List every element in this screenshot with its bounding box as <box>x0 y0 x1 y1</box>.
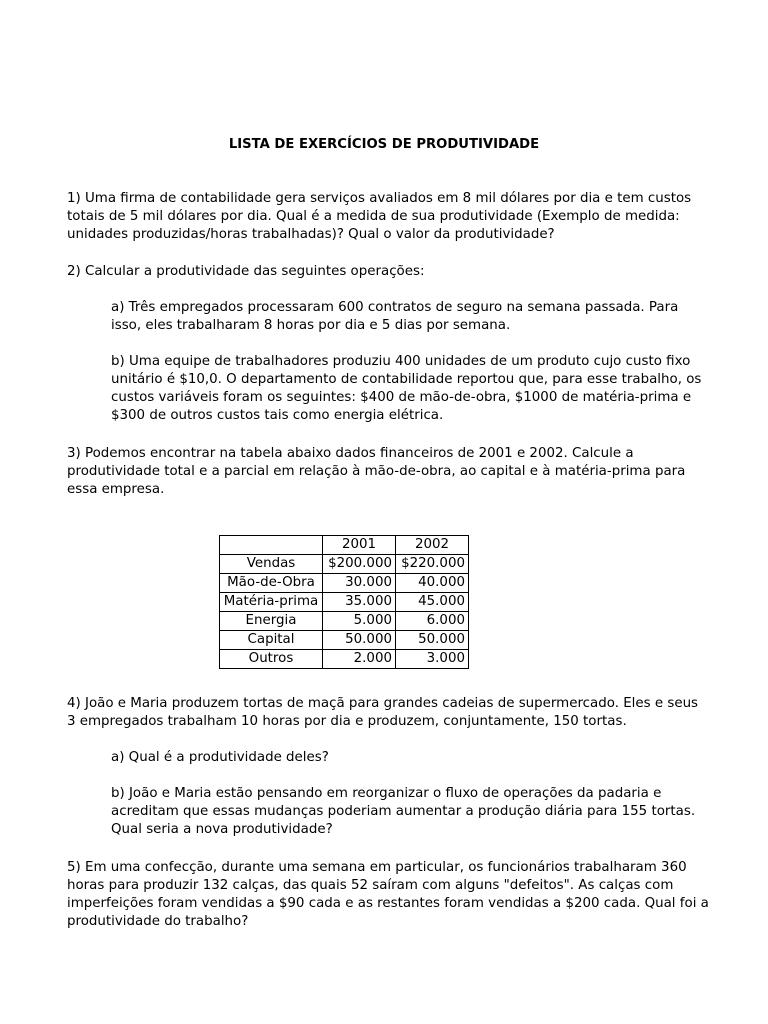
row-label: Outros <box>220 650 323 669</box>
row-label: Vendas <box>220 555 323 574</box>
question-3 <box>67 445 717 499</box>
value-2002: 40.000 <box>396 574 469 593</box>
text-line: essa empresa. <box>67 482 165 497</box>
text-line: unidades produzidas/horas trabalhadas)? Qual o valor da produtividade? <box>67 227 555 242</box>
page-title: LISTA DE EXERCÍCIOS DE PRODUTIVIDADE <box>228 137 540 152</box>
text-line: 5) Em uma confecção, durante uma semana em particular, os funcionários trabalharam 360 <box>67 860 687 875</box>
text-line: 1) Uma firma de contabilidade gera serviços avaliados em 8 mil dólares por dia e tem custos <box>67 191 692 206</box>
text-line: a) Três empregados processaram 600 contratos de seguro na semana passada. Para <box>111 300 679 315</box>
table-row <box>220 593 469 612</box>
value-2002: 45.000 <box>396 593 469 612</box>
table-row <box>220 574 469 593</box>
text-line: isso, eles trabalharam 8 horas por dia e 5 dias por semana. <box>111 318 511 333</box>
value-2001: 5.000 <box>323 612 396 631</box>
value-2001: 30.000 <box>323 574 396 593</box>
value-2002: $220.000 <box>396 555 469 574</box>
text-line: custos variáveis foram os seguintes: $400 de mão-de-obra, $1000 de matéria-prima e <box>111 390 692 405</box>
question-4 <box>67 695 717 731</box>
text-line: b) Uma equipe de trabalhadores produziu 400 unidades de um produto cujo custo fixo <box>111 354 691 369</box>
text-line: 2) Calcular a produtividade das seguintes operações: <box>67 264 425 279</box>
text-line: totais de 5 mil dólares por dia. Qual é a medida de sua produtividade (Exemplo de medida: <box>67 209 680 224</box>
value-2002: 3.000 <box>396 650 469 669</box>
text-line: b) João e Maria estão pensando em reorganizar o fluxo de operações da padaria e <box>111 786 662 801</box>
column-header-2001: 2001 <box>323 536 396 555</box>
question-2b <box>111 353 717 425</box>
value-2002: 50.000 <box>396 631 469 650</box>
row-label: Matéria-prima <box>220 593 323 612</box>
table-row <box>220 650 469 669</box>
value-2001: 35.000 <box>323 593 396 612</box>
value-2001: $200.000 <box>323 555 396 574</box>
question-1 <box>67 190 717 244</box>
text-line: unitário é $10,0. O departamento de contabilidade reportou que, para esse trabalho, os <box>111 372 702 387</box>
text-line: 3 empregados trabalham 10 horas por dia e produzem, conjuntamente, 150 tortas. <box>67 714 627 729</box>
table-row <box>220 631 469 650</box>
table-row <box>220 555 469 574</box>
text-line: acreditam que essas mudanças poderiam aumentar a produção diária para 155 tortas. <box>111 804 696 819</box>
question-4b <box>111 785 717 839</box>
text-line: produtividade total e a parcial em relação à mão-de-obra, ao capital e à matéria-prima para <box>67 464 686 479</box>
question-2-intro <box>67 263 717 281</box>
financial-data-table <box>219 535 469 669</box>
value-2001: 50.000 <box>323 631 396 650</box>
row-label: Capital <box>220 631 323 650</box>
value-2002: 6.000 <box>396 612 469 631</box>
text-line: horas para produzir 132 calças, das quais 52 saíram com alguns "defeitos". As calças com <box>67 878 674 893</box>
text-line: $300 de outros custos tais como energia elétrica. <box>111 408 444 423</box>
table-row <box>220 612 469 631</box>
text-line: 4) João e Maria produzem tortas de maçã para grandes cadeias de supermercado. Eles e seus <box>67 696 699 711</box>
question-4a <box>111 749 717 767</box>
column-header-2002: 2002 <box>396 536 469 555</box>
text-line: 3) Podemos encontrar na tabela abaixo dados financeiros de 2001 e 2002. Calcule a <box>67 446 634 461</box>
question-2a <box>111 299 717 335</box>
table-header-row <box>220 536 469 555</box>
row-label: Mão-de-Obra <box>220 574 323 593</box>
row-label: Energia <box>220 612 323 631</box>
text-line: imperfeições foram vendidas a $90 cada e as restantes foram vendidas a $200 cada. Qual foi a <box>67 896 709 911</box>
question-5 <box>67 859 717 931</box>
text-line: produtividade do trabalho? <box>67 914 249 929</box>
text-line: a) Qual é a produtividade deles? <box>111 750 329 765</box>
value-2001: 2.000 <box>323 650 396 669</box>
text-line: Qual seria a nova produtividade? <box>111 822 333 837</box>
table-corner-cell <box>220 536 323 555</box>
